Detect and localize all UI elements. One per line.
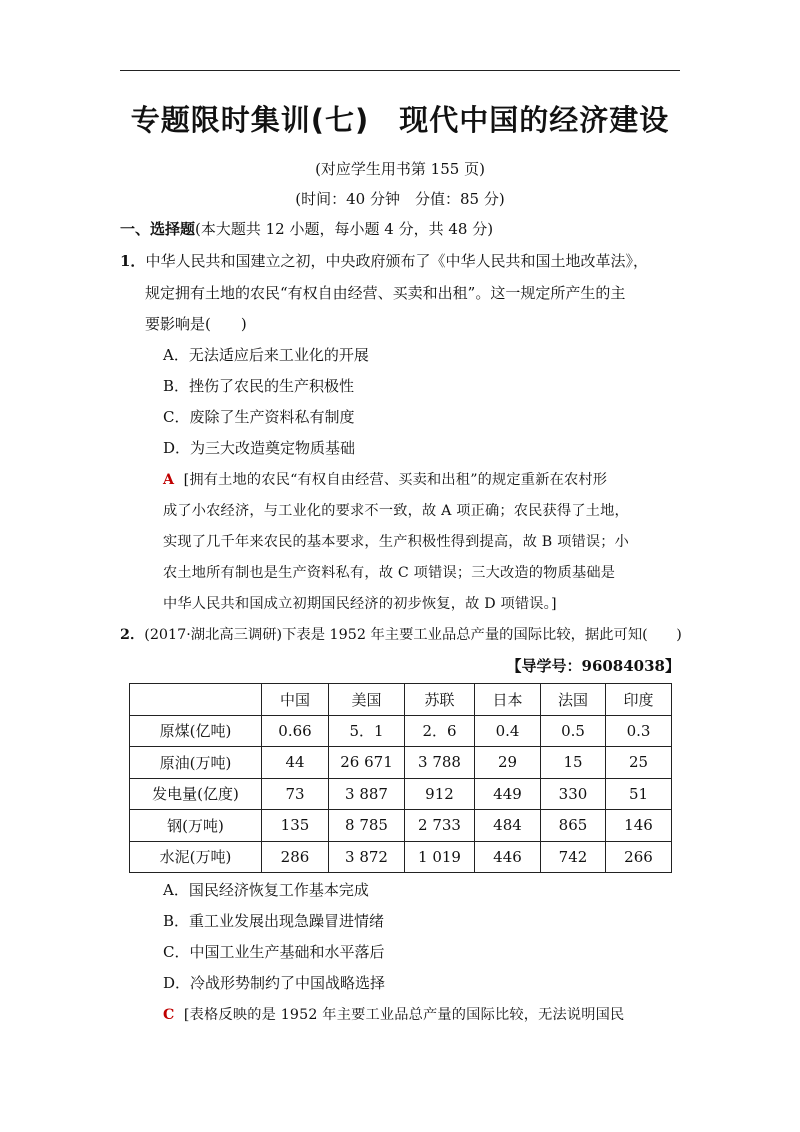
industrial-output-table [129, 683, 672, 873]
table-cell: 73 [262, 778, 329, 810]
table-cell: 266 [606, 841, 672, 873]
table-row [130, 841, 672, 873]
table-cell: 146 [606, 810, 672, 842]
table-cell: 29 [475, 747, 541, 779]
table-header-cell: 法国 [541, 684, 606, 716]
book-page-reference: (对应学生用书第 155 页) [315, 160, 485, 178]
question-2-explanation-line-1 [163, 1005, 624, 1025]
table-cell: 51 [606, 778, 672, 810]
question-1-number: 1． [120, 252, 146, 270]
table-cell: 44 [262, 747, 329, 779]
table-cell: 3 872 [329, 841, 405, 873]
question-1-explanation-line-3: 实现了几千年来农民的基本要求，生产积极性得到提高，故 B 项错误；小 [163, 534, 630, 550]
table-cell: 330 [541, 778, 606, 810]
question-1-stem-line-1 [120, 251, 648, 271]
question-2-option-c[interactable]: C．中国工业生产基础和水平落后 [163, 943, 385, 961]
table-cell: 0.66 [262, 715, 329, 747]
table-cell: 3 887 [329, 778, 405, 810]
question-1-explanation-line-1 [163, 470, 607, 490]
question-1-option-b[interactable]: B．挫伤了农民的生产积极性 [163, 377, 355, 395]
table-cell: 2．6 [405, 715, 475, 747]
table-cell: 865 [541, 810, 606, 842]
question-1-stem-line-2: 规定拥有土地的农民“有权自由经营、买卖和出租”。这一规定所产生的主 [145, 284, 626, 302]
table-cell: 8 785 [329, 810, 405, 842]
table-cell: 2 733 [405, 810, 475, 842]
table-header-cell: 印度 [606, 684, 672, 716]
question-2-option-d[interactable]: D．冷战形势制约了中国战略选择 [163, 974, 386, 992]
question-1-stem-line-3: 要影响是( ) [145, 315, 247, 333]
table-cell: 0.5 [541, 715, 606, 747]
section-heading: 一、选择题 [120, 220, 196, 238]
table-cell: 446 [475, 841, 541, 873]
table-row-label: 钢(万吨) [130, 810, 262, 842]
question-1-option-a[interactable]: A．无法适应后来工业化的开展 [163, 346, 369, 364]
question-2-number: 2． [120, 627, 145, 643]
table-row-label: 水泥(万吨) [130, 841, 262, 873]
question-1-explanation-line-2: 成了小农经济，与工业化的要求不一致，故 A 项正确；农民获得了土地， [163, 503, 629, 519]
table-cell: 15 [541, 747, 606, 779]
table-header-cell: 苏联 [405, 684, 475, 716]
table-cell: 3 788 [405, 747, 475, 779]
question-1-explanation-text: [拥有土地的农民“有权自由经营、买卖和出租”的规定重新在农村形 [183, 472, 608, 488]
table-cell: 0.3 [606, 715, 672, 747]
table-cell: 25 [606, 747, 672, 779]
question-2-explanation-text: [表格反映的是 1952 年主要工业品总产量的国际比较，无法说明国民 [183, 1007, 625, 1023]
table-cell: 286 [262, 841, 329, 873]
table-row-label: 原煤(亿吨) [130, 715, 262, 747]
table-cell: 135 [262, 810, 329, 842]
question-2-answer: C [163, 1007, 175, 1023]
table-cell: 0.4 [475, 715, 541, 747]
table-row [130, 778, 672, 810]
table-header-cell: 中国 [262, 684, 329, 716]
table-cell: 449 [475, 778, 541, 810]
section-header [120, 219, 493, 239]
question-2-option-a[interactable]: A．国民经济恢复工作基本完成 [163, 881, 369, 899]
top-rule [120, 70, 680, 71]
question-2-option-b[interactable]: B．重工业发展出现急躁冒进情绪 [163, 912, 385, 930]
table-cell: 742 [541, 841, 606, 873]
table-row [130, 715, 672, 747]
table-row-label: 原油(万吨) [130, 747, 262, 779]
page-title: 专题限时集训(七) 现代中国的经济建设 [130, 103, 670, 137]
table-row [130, 747, 672, 779]
table-row-label: 发电量(亿度) [130, 778, 262, 810]
question-1-stem-text: 中华人民共和国建立之初，中央政府颁布了《中华人民共和国土地改革法》， [145, 252, 648, 270]
table-cell: 5．1 [329, 715, 405, 747]
table-header-cell: 日本 [475, 684, 541, 716]
table-header-row [130, 684, 672, 716]
table-header-cell: 美国 [329, 684, 405, 716]
question-1-answer: A [163, 472, 175, 488]
section-description: (本大题共 12 小题，每小题 4 分，共 48 分) [195, 220, 494, 238]
table-header-cell [130, 684, 262, 716]
time-score-info: (时间：40 分钟 分值：85 分) [295, 190, 505, 208]
question-2-stem-text: (2017·湖北高三调研)下表是 1952 年主要工业品总产量的国际比较，据此可知( ) [144, 627, 682, 643]
table-cell: 484 [475, 810, 541, 842]
table-row [130, 810, 672, 842]
question-1-option-c[interactable]: C．废除了生产资料私有制度 [163, 408, 355, 426]
guide-number: 【导学号：96084038】 [506, 657, 680, 675]
question-1-explanation-line-4: 农土地所有制也是生产资料私有，故 C 项错误；三大改造的物质基础是 [163, 565, 616, 581]
table-cell: 26 671 [329, 747, 405, 779]
table-cell: 1 019 [405, 841, 475, 873]
question-1-option-d[interactable]: D．为三大改造奠定物质基础 [163, 439, 356, 457]
table-cell: 912 [405, 778, 475, 810]
question-1-explanation-line-5: 中华人民共和国成立初期国民经济的初步恢复，故 D 项错误。] [163, 596, 557, 612]
question-2-stem [120, 625, 682, 645]
